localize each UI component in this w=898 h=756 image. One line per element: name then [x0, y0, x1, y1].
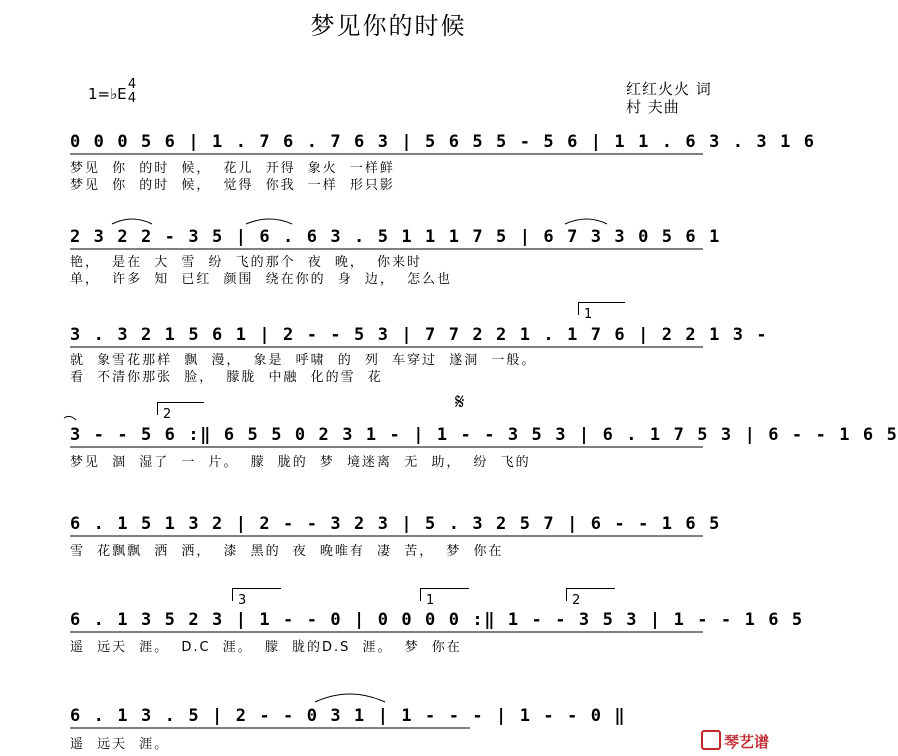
score-line-3-lyric-1: 就 象雪花那样 飘 漫， 象是 呼啸 的 列 车穿过 遂洞 一般。 — [70, 353, 537, 368]
volta-number: 1 — [426, 593, 435, 608]
volta-number: 1 — [584, 307, 593, 322]
slur — [246, 219, 292, 224]
score-line-6-lyric-1: 遥 远天 涯。 D.C 涯。 朦 胧的D.S 涯。 梦 你在 — [70, 640, 462, 655]
score-line-1-notes: 0 0 0 5 6 | 1 . 7 6 . 7 6 3 | 5 6 5 5 - 5 6 | 1 1 . 6 3 . 3 1 6 — [70, 132, 816, 152]
score-line-2-lyric-2: 单， 许多 知 已红 颜围 绕在你的 身 边， 怎么也 — [70, 272, 453, 287]
score-line-5-notes: 6 . 1 5 1 3 2 | 2 - - 3 2 3 | 5 . 3 2 5 7 | 6 - - 1 6 5 — [70, 514, 721, 534]
logo-icon — [701, 730, 721, 750]
score-line-3-lyric-2: 看 不清你那张 脸， 朦胧 中融 化的雪 花 — [70, 370, 383, 385]
score-line-7-lyric-1: 遥 远天 涯。 — [70, 737, 170, 752]
slur — [565, 219, 607, 224]
slur — [315, 694, 385, 702]
score-line-3-notes: 3 . 3 2 1 5 6 1 | 2 - - 5 3 | 7 7 2 2 1 . 1 7 6 | 2 2 1 3 - — [70, 325, 769, 345]
score-line-1-lyric-2: 梦见 你 的时 候， 觉得 你我 一样 形只影 — [70, 178, 395, 193]
score-line-4-notes: 3 - - 5 6 :‖ 6 5 5 0 2 3 1 - | 1 - - 3 5 3 | 6 . 1 7 5 3 | 6 - - 1 6 5 — [70, 425, 898, 445]
slur — [112, 219, 152, 224]
score-line-1-lyric-1: 梦见 你 的时 候， 花儿 开得 象火 一样鲜 — [70, 161, 395, 176]
meter-top: 4 — [127, 77, 137, 92]
meter-bottom: 4 — [127, 91, 137, 106]
key-signature: 1=♭E — [88, 85, 127, 103]
logo-text: 琴艺谱 — [723, 733, 769, 751]
score-line-7-notes: 6 . 1 3 . 5 | 2 - - 0 3 1 | 1 - - - | 1 - - 0 ‖ — [70, 706, 627, 726]
composer-credit: 村 夫曲 — [626, 98, 680, 116]
page-title: 梦见你的时候 — [310, 12, 467, 40]
site-logo — [701, 730, 769, 752]
score-line-2-lyric-1: 艳， 是在 大 雪 纷 飞的那个 夜 晚， 你来时 — [70, 255, 423, 270]
score-line-6-notes: 6 . 1 3 5 2 3 | 1 - - 0 | 0 0 0 0 :‖ 1 - - 3 5 3 | 1 - - 1 6 5 — [70, 610, 804, 630]
volta-number: 2 — [572, 593, 581, 608]
volta-number: 3 — [238, 593, 247, 608]
score-line-5-lyric-1: 雪 花飘飘 洒 洒， 漆 黑的 夜 晚唯有 凄 苦， 梦 你在 — [70, 544, 504, 559]
volta-number: 2 — [163, 407, 172, 422]
segno-sign: 𝄋 — [455, 390, 465, 415]
lyricist-credit: 红红火火 词 — [626, 80, 712, 98]
score-line-4-lyric-1: 梦见 涸 湿了 一 片。 朦 胧的 梦 境迷离 无 助， 纷 飞的 — [70, 455, 531, 470]
score-line-2-notes: 2 3 2 2 - 3 5 | 6 . 6 3 . 5 1 1 1 7 5 | 6 7 3 3 0 5 6 1 — [70, 227, 721, 247]
slur — [64, 416, 76, 420]
